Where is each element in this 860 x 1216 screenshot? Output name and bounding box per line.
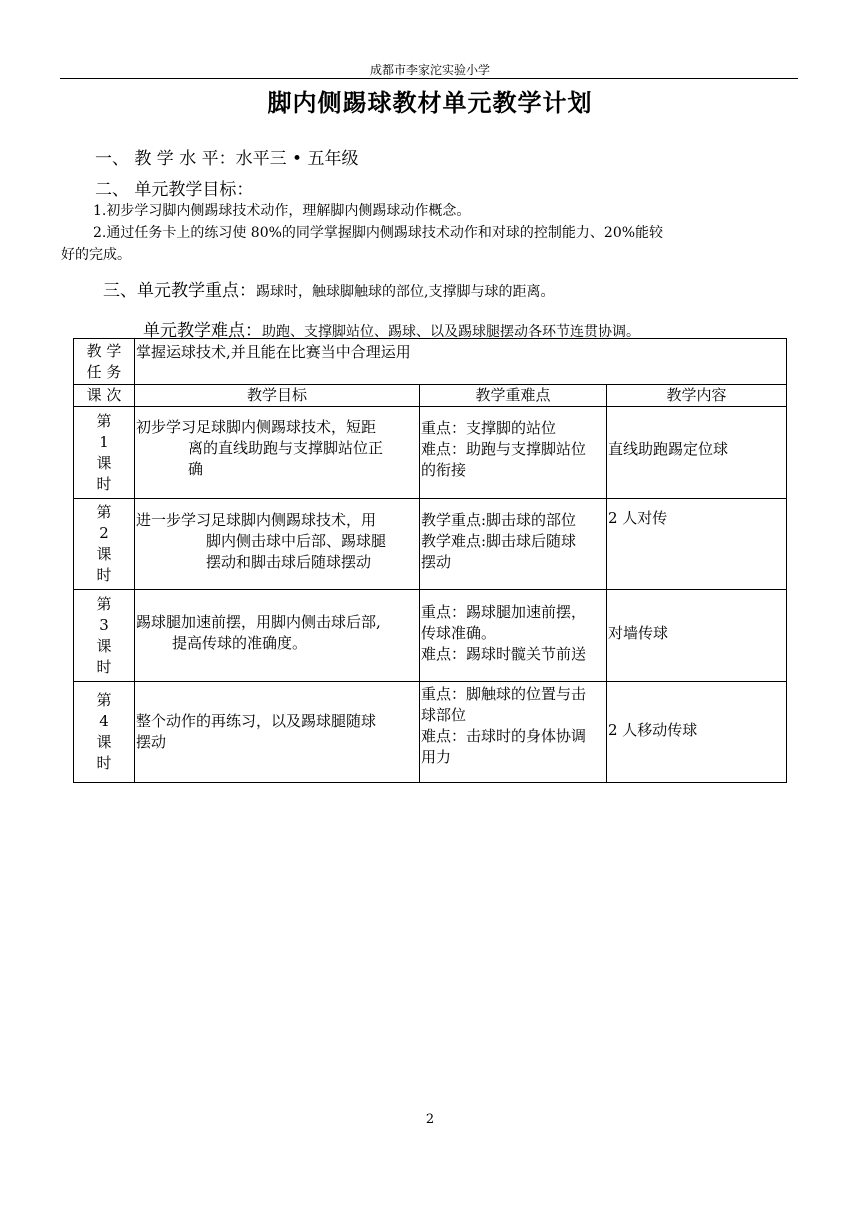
lesson-text: 1	[99, 432, 109, 451]
goal-text: 脚内侧击球中后部、踢球腿	[206, 532, 387, 550]
page-number: 2	[425, 1112, 435, 1127]
lesson-text: 课	[96, 636, 112, 655]
lesson-text: 时	[96, 566, 112, 584]
lesson-key	[420, 407, 607, 499]
school-header: 成都市李家沱实验小学	[369, 63, 490, 77]
lesson-text: 时	[96, 474, 112, 493]
goal-text: 摆动和脚击球后随球摆动	[206, 553, 372, 571]
lesson-goal	[135, 499, 420, 590]
goal-text: 初步学习足球脚内侧踢球技术，短距	[136, 418, 377, 436]
key-text: 传球准确。	[421, 624, 497, 642]
key-text: 教学难点:脚击球后随球	[421, 532, 577, 550]
document-title: 脚内侧踢球教材单元教学计划	[267, 88, 593, 117]
difficulty-label: 单元教学难点：	[143, 321, 262, 341]
table-row	[74, 407, 787, 499]
lesson-goal	[135, 407, 420, 499]
key-text: 球部位	[421, 706, 467, 724]
table-row	[74, 590, 787, 682]
lesson-text: 课	[96, 733, 112, 751]
goal-2-line-1: 2.通过任务卡上的练习使 80%的同学掌握脚内侧踢球技术动作和对球的控制能力、20%能较	[93, 225, 664, 241]
lesson-content: 2 人对传	[607, 499, 787, 590]
lesson-text: 第	[96, 594, 112, 613]
lesson-text: 课	[96, 453, 112, 472]
lesson-key	[420, 499, 607, 590]
goal-text: 进一步学习足球脚内侧踢球技术，用	[136, 511, 377, 529]
key-text: 用力	[421, 748, 452, 766]
key-text: 摆动	[421, 553, 452, 571]
key-point-label: 三、单元教学重点：	[103, 281, 256, 301]
lesson-text: 2	[99, 524, 109, 542]
lesson-number	[74, 407, 135, 499]
lesson-number	[74, 590, 135, 682]
task-label-line-1: 教 学	[86, 341, 122, 360]
header-key: 教学重难点	[420, 385, 607, 407]
lesson-text: 第	[96, 503, 112, 521]
lesson-text: 第	[96, 691, 112, 709]
lesson-goal	[135, 590, 420, 682]
key-text: 重点：脚触球的位置与击	[421, 685, 587, 703]
lesson-key	[420, 590, 607, 682]
goal-text: 踢球腿加速前摆，用脚内侧击球后部,	[136, 613, 381, 631]
key-text: 难点：助跑与支撑脚站位	[421, 440, 587, 458]
goal-text: 整个动作的再练习，以及踢球腿随球	[136, 712, 377, 730]
difficulty-text: 助跑、支撑脚站位、踢球、以及踢球腿摆动各环节连贯协调。	[262, 324, 640, 340]
lesson-text: 4	[99, 712, 109, 730]
goal-text: 离的直线助跑与支撑脚站位正	[188, 439, 384, 457]
task-row	[74, 339, 787, 385]
goal-text: 摆动	[136, 733, 167, 751]
key-text: 教学重点:脚击球的部位	[421, 511, 577, 529]
task-text: 掌握运球技术,并且能在比赛当中合理运用	[135, 339, 787, 385]
unit-key-point	[103, 276, 554, 301]
header-content: 教学内容	[607, 385, 787, 407]
goal-text: 提高传球的准确度。	[172, 634, 308, 652]
lesson-content: 直线助跑踢定位球	[607, 407, 787, 499]
key-text: 的衔接	[421, 461, 467, 479]
table-row	[74, 499, 787, 590]
key-text: 难点：踢球时髋关节前送	[421, 645, 587, 663]
goal-1: 1.初步学习脚内侧踢球技术动作，理解脚内侧踢球动作概念。	[93, 203, 471, 219]
key-point-text: 踢球时，触球脚触球的部位,支撑脚与球的距离。	[256, 284, 555, 300]
lesson-key	[420, 682, 607, 783]
unit-goals-heading: 二、 单元教学目标：	[95, 180, 254, 200]
lesson-text: 时	[96, 754, 112, 772]
key-text: 重点：踢球腿加速前摆，	[421, 603, 587, 621]
header-row	[74, 385, 787, 407]
table-row	[74, 682, 787, 783]
task-label-line-2: 任 务	[86, 362, 122, 381]
lesson-text: 第	[96, 411, 112, 430]
lesson-content: 对墙传球	[607, 590, 787, 682]
lesson-content: 2 人移动传球	[607, 682, 787, 783]
header-rule	[60, 78, 798, 79]
key-text: 重点：支撑脚的站位	[421, 419, 557, 437]
teaching-level: 一、 教 学 水 平：水平三 • 五年级	[95, 149, 359, 169]
lesson-number	[74, 682, 135, 783]
key-text: 难点：击球时的身体协调	[421, 727, 587, 745]
goal-text: 确	[188, 460, 204, 478]
lesson-plan-table	[73, 338, 787, 783]
task-label	[74, 339, 135, 385]
lesson-text: 课	[96, 545, 112, 563]
goal-2-line-2: 好的完成。	[61, 247, 131, 263]
lesson-text: 时	[96, 657, 112, 676]
header-goal: 教学目标	[135, 385, 420, 407]
header-lesson: 课 次	[74, 385, 135, 407]
lesson-text: 3	[99, 615, 109, 634]
lesson-goal	[135, 682, 420, 783]
lesson-number	[74, 499, 135, 590]
